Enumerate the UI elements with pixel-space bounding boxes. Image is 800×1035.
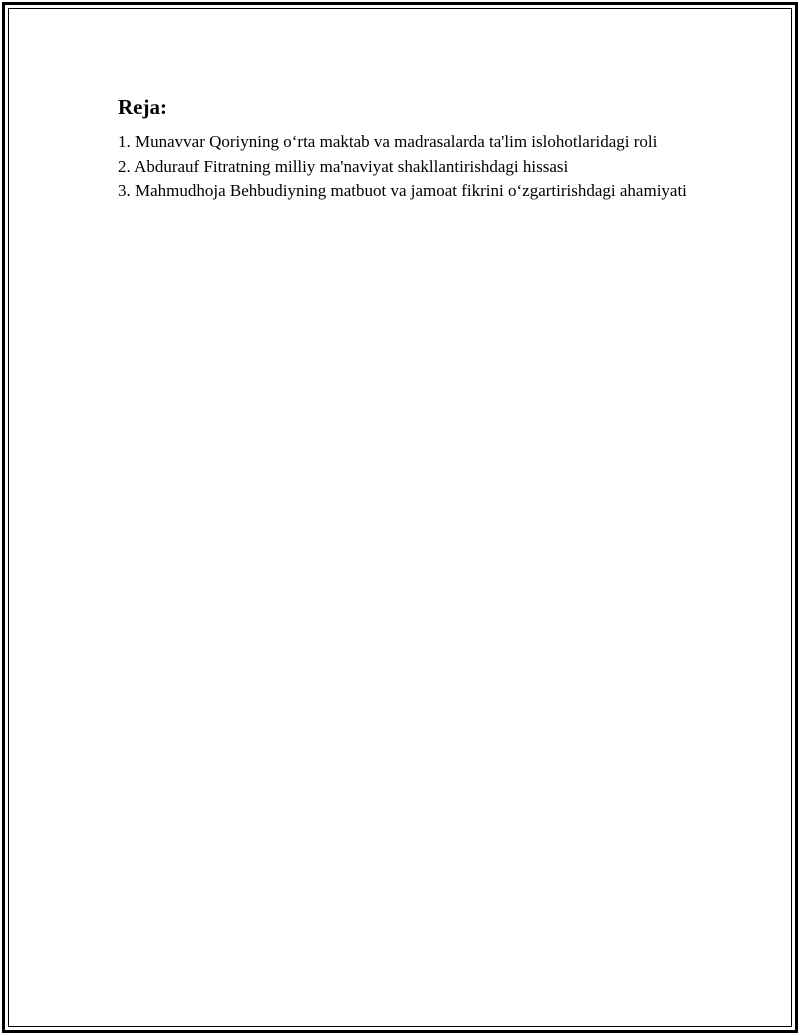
- plan-item-1: 1. Munavvar Qoriyning o‘rta maktab va madrasalarda ta'lim islohotlaridagi roli: [118, 132, 658, 151]
- plan-item-3: 3. Mahmudhoja Behbudiyning matbuot va jamoat fikrini o‘zgartirishdagi ahamiyati: [118, 181, 687, 200]
- plan-heading: Reja:: [118, 95, 167, 119]
- plan-list: [118, 130, 688, 204]
- document-body: [118, 93, 688, 204]
- plan-item-2: 2. Abdurauf Fitratning milliy ma'naviyat shakllantirishdagi hissasi: [118, 156, 569, 176]
